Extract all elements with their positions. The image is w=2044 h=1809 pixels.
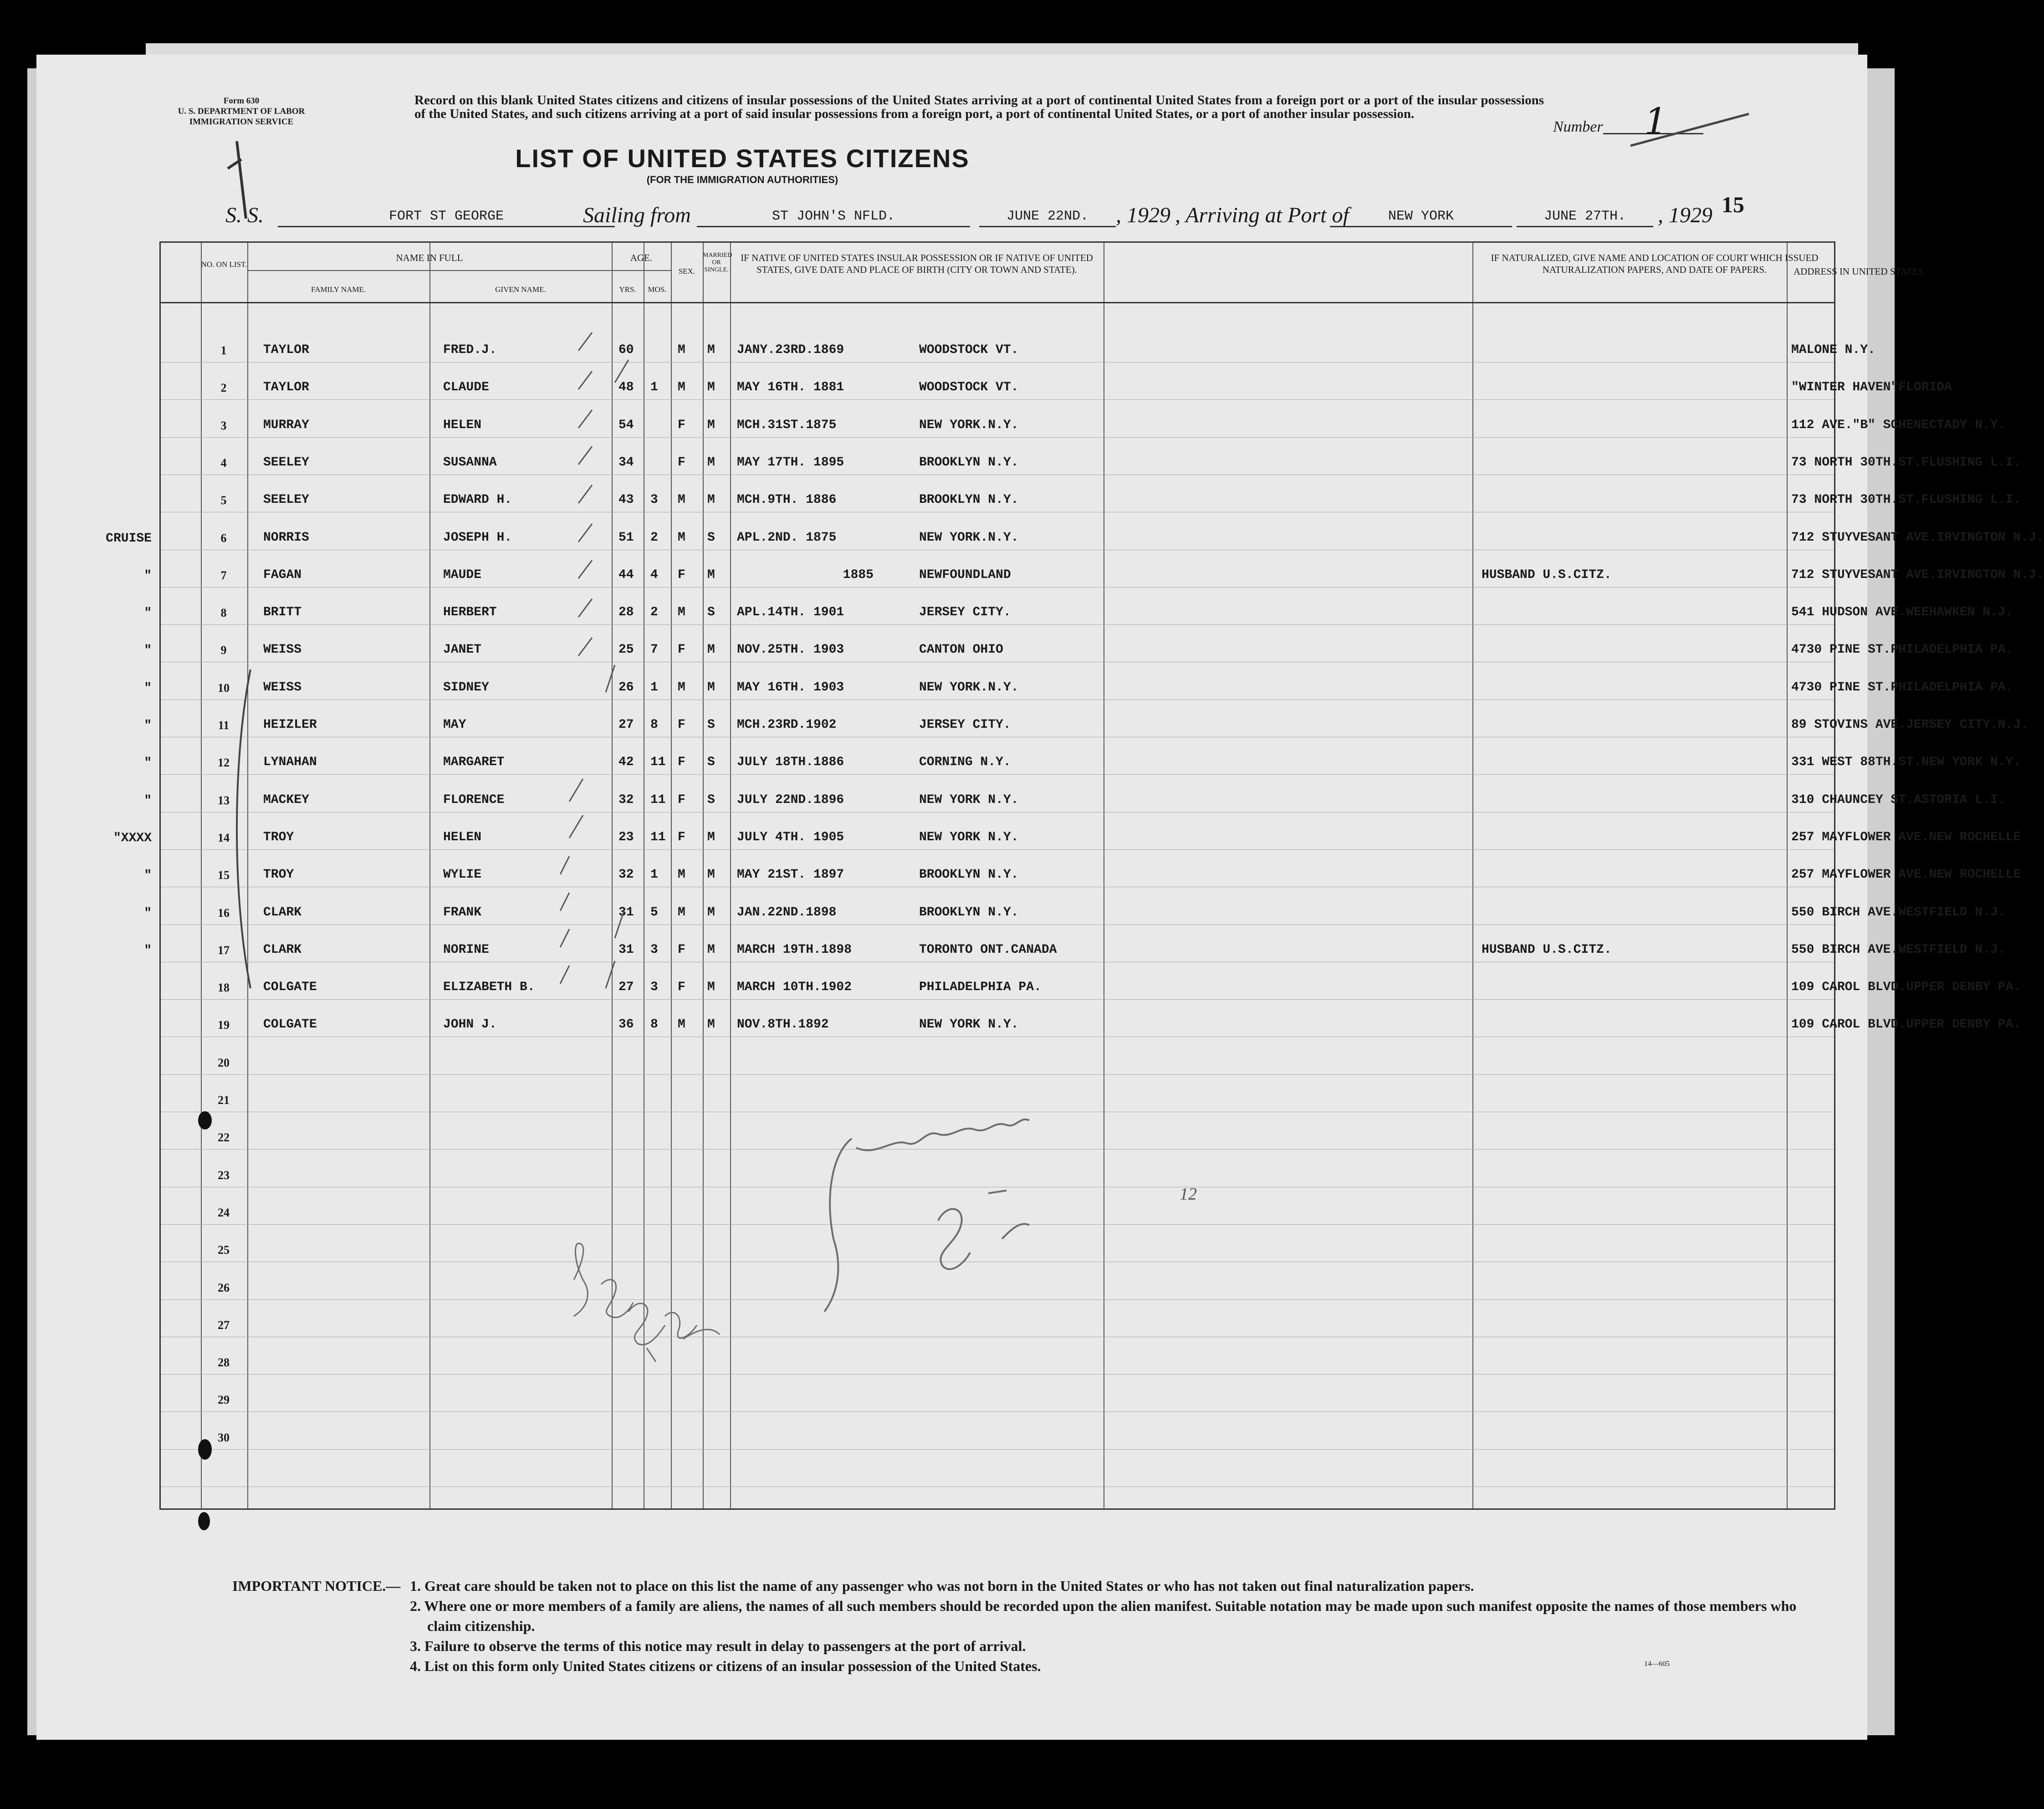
page-mark: [228, 141, 246, 219]
birth-place-cell: PHILADELPHIA PA.: [919, 980, 1042, 995]
family-name-cell: FAGAN: [263, 567, 302, 582]
sex-cell: F: [678, 980, 685, 995]
sex-cell: M: [678, 905, 685, 920]
page-title: LIST OF UNITED STATES CITIZENS: [515, 144, 970, 173]
birth-place-cell: BROOKLYN N.Y.: [919, 455, 1019, 470]
sex-cell: M: [678, 605, 685, 620]
row-number: 19: [218, 1018, 230, 1032]
punch-hole: [198, 1512, 210, 1530]
birth-date-cell: MAY 16TH. 1903: [737, 680, 844, 695]
marital-status-cell: M: [707, 493, 715, 507]
family-name-cell: SEELEY: [263, 493, 309, 507]
marital-status-cell: M: [707, 680, 715, 695]
age-months-cell: 11: [650, 792, 666, 807]
given-name-cell: JOSEPH H.: [443, 530, 512, 545]
preamble: Record on this blank United States citizens and citizens of insular possessions of the United States arriving at a port of continental United States from a foreign port or a port of the insular possessions of the United States, and such citizens arriving at a port of said insular possessions from a foreign port, a port of continental United States, or a port of another insular possession.: [414, 93, 1544, 121]
notice-item: 2. Where one or more members of a family are aliens, the names of all such members should be recorded upon the alien manifest. Suitable notation may be made upon such manifest opposite the names of those members who claim citizenship.: [410, 1598, 1797, 1634]
margin-note: ": [144, 606, 152, 621]
sex-cell: M: [678, 868, 685, 882]
margin-note: ": [144, 906, 152, 920]
pencil-notes: [574, 1243, 720, 1362]
given-name-cell: HELEN: [443, 418, 482, 432]
sex-cell: M: [678, 343, 685, 357]
header-age: AGE.: [630, 252, 653, 263]
family-name-cell: TAYLOR: [263, 380, 309, 395]
year-suffix: 9: [1160, 203, 1170, 227]
age-years-cell: 51: [618, 530, 634, 545]
age-years-cell: 60: [618, 343, 634, 357]
marital-status-cell: M: [707, 830, 715, 844]
margin-note: ": [144, 644, 152, 658]
sailing-from: ST JOHN'S NFLD.: [697, 209, 970, 227]
birth-date-cell: APL.14TH. 1901: [737, 605, 844, 620]
margin-note: ": [144, 719, 152, 733]
age-months-cell: 3: [650, 493, 658, 507]
given-name-cell: SIDNEY: [443, 680, 489, 695]
age-months-cell: 2: [650, 605, 658, 620]
birth-date-cell: MAY 21ST. 1897: [737, 868, 844, 882]
age-months-cell: 1: [650, 868, 658, 882]
address-cell: 109 CAROL BLVD.UPPER DENBY PA.: [1791, 980, 2021, 995]
age-months-cell: 11: [650, 755, 666, 770]
form-code: 14—605: [1644, 1660, 1670, 1668]
marital-status-cell: S: [707, 755, 715, 770]
sex-cell: F: [678, 792, 685, 807]
address-cell: 257 MAYFLOWER AVE.NEW ROCHELLE: [1791, 868, 2021, 882]
family-name-cell: HEIZLER: [263, 718, 317, 732]
age-months-cell: 5: [650, 905, 658, 920]
given-name-cell: HELEN: [443, 830, 482, 844]
sex-cell: F: [678, 830, 685, 844]
age-months-cell: 4: [650, 567, 658, 582]
sex-cell: F: [678, 942, 685, 957]
given-name-cell: JOHN J.: [443, 1017, 497, 1032]
birth-date-cell: NOV.8TH.1892: [737, 1017, 829, 1032]
marital-status-cell: M: [707, 868, 715, 882]
punch-hole: [198, 1439, 212, 1460]
marital-status-cell: S: [707, 718, 715, 732]
address-cell: 712 STUYVESANT AVE.IRVINGTON N.J.: [1791, 530, 2044, 545]
given-name-cell: HERBERT: [443, 605, 497, 620]
address-cell: 331 WEST 88TH.ST.NEW YORK N.Y.: [1791, 755, 2021, 770]
header-sex: SEX.: [678, 267, 695, 276]
sex-cell: M: [678, 530, 685, 545]
address-cell: "WINTER HAVEN"FLORIDA: [1791, 380, 1952, 395]
family-name-cell: NORRIS: [263, 530, 309, 545]
age-months-cell: 1: [650, 380, 658, 395]
age-months-cell: 8: [650, 718, 658, 732]
arrival-date: JUNE 27TH.: [1517, 209, 1653, 227]
row-number: 12: [218, 756, 230, 770]
marital-status-cell: M: [707, 980, 715, 995]
birth-place-cell: WOODSTOCK VT.: [919, 380, 1019, 395]
age-months-cell: 1: [650, 680, 658, 695]
given-name-cell: MARGARET: [443, 755, 505, 770]
birth-date-cell: JULY 18TH.1886: [737, 755, 844, 770]
header-yrs: YRS.: [619, 285, 636, 294]
age-months-cell: 3: [650, 942, 658, 957]
arriving-label: , Arriving at Port of: [1175, 203, 1349, 227]
birth-place-cell: CANTON OHIO: [919, 643, 1003, 657]
address-cell: 550 BIRCH AVE.WESTFIELD N.J.: [1791, 905, 2006, 920]
ship-name: FORT ST GEORGE: [278, 209, 615, 227]
age-years-cell: 25: [618, 643, 634, 657]
birth-place-cell: BROOKLYN N.Y.: [919, 493, 1019, 507]
marital-status-cell: S: [707, 530, 715, 545]
address-cell: 257 MAYFLOWER AVE.NEW ROCHELLE: [1791, 830, 2021, 844]
row-number: 6: [220, 531, 227, 545]
ss-label: S. S.: [225, 203, 264, 227]
age-years-cell: 48: [618, 380, 634, 395]
address-cell: 550 BIRCH AVE.WESTFIELD N.J.: [1791, 942, 2006, 957]
row-number: 16: [218, 906, 230, 920]
marital-status-cell: M: [707, 455, 715, 470]
arriving-port: NEW YORK: [1330, 209, 1512, 227]
pencil-signature: [824, 1119, 1029, 1312]
sex-cell: F: [678, 643, 685, 657]
page-subtitle: (FOR THE IMMIGRATION AUTHORITIES): [646, 174, 838, 185]
sailing-date: JUNE 22ND.: [979, 209, 1116, 227]
given-name-cell: CLAUDE: [443, 380, 489, 395]
row-number: 17: [218, 943, 230, 957]
notice-item: 4. List on this form only United States citizens or citizens of an insular possession of the United States.: [410, 1658, 1041, 1674]
address-cell: 89 STOVINS AVE.JERSEY CITY.N.J.: [1791, 718, 2029, 732]
age-years-cell: 44: [618, 567, 634, 582]
row-number: 14: [218, 831, 230, 844]
birth-date-cell: MCH.9TH. 1886: [737, 493, 837, 507]
age-years-cell: 32: [618, 868, 634, 882]
family-name-cell: BRITT: [263, 605, 302, 620]
birth-date-cell: APL.2ND. 1875: [737, 530, 837, 545]
family-name-cell: WEISS: [263, 680, 302, 695]
sex-cell: M: [678, 493, 685, 507]
header-given-name: GIVEN NAME.: [495, 285, 546, 294]
notice-items: [410, 1576, 1804, 1676]
marital-status-cell: M: [707, 643, 715, 657]
age-years-cell: 54: [618, 418, 634, 432]
marital-status-cell: S: [707, 792, 715, 807]
birth-date-cell: MAY 17TH. 1895: [737, 455, 844, 470]
header-address: ADDRESS IN UNITED STATES.: [1794, 266, 1926, 277]
birth-place-cell: NEW YORK.N.Y.: [919, 418, 1019, 432]
header-married-single: MARRIED OR SINGLE.: [703, 252, 732, 273]
birth-place-cell: JERSEY CITY.: [919, 605, 1011, 620]
birth-date-cell: MARCH 10TH.1902: [737, 980, 852, 995]
birth-place-cell: NEW YORK N.Y.: [919, 1017, 1019, 1032]
service: IMMIGRATION SERVICE: [189, 117, 294, 127]
department: U. S. DEPARTMENT OF LABOR: [178, 107, 305, 116]
number-label: Number: [1553, 118, 1603, 135]
form-number: Form 630: [223, 96, 260, 106]
age-years-cell: 23: [618, 830, 634, 844]
family-name-cell: CLARK: [263, 942, 302, 957]
address-cell: 712 STUYVESANT AVE.IRVINGTON N.J.: [1791, 567, 2044, 582]
row-number: 7: [220, 568, 227, 582]
row-number: 27: [218, 1318, 230, 1332]
marital-status-cell: M: [707, 343, 715, 357]
address-cell: MALONE N.Y.: [1791, 343, 1875, 357]
marital-status-cell: M: [707, 942, 715, 957]
address-cell: 109 CAROL BLVD.UPPER DENBY PA.: [1791, 1017, 2021, 1032]
family-name-cell: COLGATE: [263, 980, 317, 995]
age-months-cell: 2: [650, 530, 658, 545]
family-name-cell: WEISS: [263, 643, 302, 657]
row-number: 1: [220, 344, 227, 357]
sex-cell: F: [678, 567, 685, 582]
given-name-cell: FRANK: [443, 905, 482, 920]
sex-cell: F: [678, 418, 685, 432]
number-value: 1: [1644, 100, 1667, 143]
pencil-number: 12: [1180, 1185, 1197, 1204]
address-cell: 112 AVE."B" SCHENECTADY N.Y.: [1791, 418, 2006, 432]
marital-status-cell: M: [707, 567, 715, 582]
birth-date-cell: NOV.25TH. 1903: [737, 643, 844, 657]
notice-label: IMPORTANT NOTICE.—: [232, 1578, 401, 1594]
margin-note: CRUISE: [106, 531, 152, 546]
age-years-cell: 43: [618, 493, 634, 507]
row-number: 28: [218, 1356, 230, 1370]
given-name-cell: ELIZABETH B.: [443, 980, 535, 995]
sex-cell: F: [678, 455, 685, 470]
family-name-cell: LYNAHAN: [263, 755, 317, 770]
header-birth: IF NATIVE OF UNITED STATES INSULAR POSSESSION OR IF NATIVE OF UNITED STATES, GIVE DATE AND PLACE OF BIRTH (CITY OR TOWN AND STATE).: [741, 252, 1093, 275]
age-years-cell: 26: [618, 680, 634, 695]
notice-item: 1. Great care should be taken not to place on this list the name of any passenger who was not born in the United States or who has not taken out final naturalization papers.: [410, 1578, 1474, 1594]
notice-item: 3. Failure to observe the terms of this notice may result in delay to passengers at the port of arrival.: [410, 1638, 1026, 1654]
birth-date-cell: JULY 22ND.1896: [737, 792, 844, 807]
sailing-from-label: Sailing from: [583, 203, 691, 227]
family-name-cell: TROY: [263, 830, 294, 844]
birth-place-cell: NEW YORK N.Y.: [919, 792, 1019, 807]
row-number: 15: [218, 869, 230, 882]
marital-status-cell: M: [707, 1017, 715, 1032]
birth-place-cell: CORNING N.Y.: [919, 755, 1011, 770]
page-number: 15: [1722, 192, 1744, 217]
birth-date-cell: JULY 4TH. 1905: [737, 830, 844, 844]
row-number: 22: [218, 1131, 230, 1145]
row-number: 20: [218, 1056, 230, 1069]
age-months-cell: 11: [650, 830, 666, 844]
margin-note: ": [144, 869, 152, 883]
row-number: 26: [218, 1281, 230, 1294]
row-number: 2: [220, 381, 227, 395]
address-cell: 4730 PINE ST.PHILADELPHIA PA.: [1791, 680, 2013, 695]
age-years-cell: 32: [618, 792, 634, 807]
row-number: 3: [220, 419, 227, 432]
row-number: 4: [220, 456, 227, 470]
naturalization-cell: HUSBAND U.S.CITZ.: [1482, 942, 1612, 957]
birth-place-cell: NEW YORK.N.Y.: [919, 530, 1019, 545]
address-cell: 73 NORTH 30TH.ST.FLUSHING L.I.: [1791, 493, 2021, 507]
manifest-sheet: [36, 55, 2044, 1740]
birth-place-cell: NEW YORK.N.Y.: [919, 680, 1019, 695]
number-strike: [1630, 114, 1749, 146]
header-family-name: FAMILY NAME.: [311, 285, 366, 294]
given-name-cell: JANET: [443, 643, 482, 657]
age-months-cell: 7: [650, 643, 658, 657]
birth-place-cell: JERSEY CITY.: [919, 718, 1011, 732]
given-name-cell: SUSANNA: [443, 455, 497, 470]
year-suffix: 9: [1702, 203, 1712, 227]
marital-status-cell: M: [707, 418, 715, 432]
birth-date-cell: MAY 16TH. 1881: [737, 380, 844, 395]
given-name-cell: WYLIE: [443, 868, 482, 882]
age-months-cell: 3: [650, 980, 658, 995]
row-number: 13: [218, 793, 230, 807]
row-number: 24: [218, 1206, 230, 1219]
family-name-cell: COLGATE: [263, 1017, 317, 1032]
marital-status-cell: M: [707, 380, 715, 395]
family-name-cell: SEELEY: [263, 455, 309, 470]
age-years-cell: 34: [618, 455, 634, 470]
birth-place-cell: BROOKLYN N.Y.: [919, 905, 1019, 920]
birth-date-cell: JANY.23RD.1869: [737, 343, 844, 357]
given-name-cell: NORINE: [443, 942, 489, 957]
age-years-cell: 31: [618, 905, 634, 920]
family-name-cell: TROY: [263, 868, 294, 882]
age-years-cell: 27: [618, 980, 634, 995]
birth-place-cell: NEW YORK N.Y.: [919, 830, 1019, 844]
sex-cell: M: [678, 380, 685, 395]
row-number: 21: [218, 1094, 230, 1107]
birth-date-cell: MARCH 19TH.1898: [737, 942, 852, 957]
margin-note: ": [144, 756, 152, 771]
given-name-cell: FRED.J.: [443, 343, 497, 357]
year-prefix: , 192: [1658, 203, 1702, 227]
age-months-cell: 8: [650, 1017, 658, 1032]
birth-place-cell: TORONTO ONT.CANADA: [919, 942, 1057, 957]
margin-note: ": [144, 568, 152, 583]
birth-date-cell: JAN.22ND.1898: [737, 905, 837, 920]
margin-note: ": [144, 943, 152, 958]
row-number: 8: [220, 606, 227, 620]
check-marks: [560, 332, 629, 988]
birth-place-cell: NEWFOUNDLAND: [919, 567, 1011, 582]
age-years-cell: 42: [618, 755, 634, 770]
marital-status-cell: S: [707, 605, 715, 620]
row-number: 18: [218, 981, 230, 995]
handwriting-overlay: [36, 55, 1867, 1740]
margin-note: "XXXX: [113, 831, 152, 845]
family-name-cell: TAYLOR: [263, 343, 309, 357]
row-number: 9: [220, 644, 227, 657]
row-number: 30: [218, 1431, 230, 1444]
age-years-cell: 28: [618, 605, 634, 620]
given-name-cell: FLORENCE: [443, 792, 505, 807]
age-years-cell: 27: [618, 718, 634, 732]
row-number: 10: [218, 681, 230, 695]
row-number: 23: [218, 1168, 230, 1182]
sex-cell: M: [678, 680, 685, 695]
sex-cell: F: [678, 755, 685, 770]
row-number: 25: [218, 1243, 230, 1257]
given-name-cell: EDWARD H.: [443, 493, 512, 507]
birth-date-cell: MCH.31ST.1875: [737, 418, 837, 432]
row-number: 29: [218, 1393, 230, 1407]
header-mos: MOS.: [648, 285, 667, 294]
family-name-cell: MACKEY: [263, 792, 309, 807]
margin-note: ": [144, 793, 152, 808]
age-years-cell: 36: [618, 1017, 634, 1032]
address-cell: 4730 PINE ST.PHILADELPHIA PA.: [1791, 643, 2013, 657]
birth-place-cell: BROOKLYN N.Y.: [919, 868, 1019, 882]
sex-cell: F: [678, 718, 685, 732]
header-naturalized: IF NATURALIZED, GIVE NAME AND LOCATION OF COURT WHICH ISSUED NATURALIZATION PAPERS, AND DATE OF PAPERS.: [1491, 252, 1819, 275]
family-name-cell: CLARK: [263, 905, 302, 920]
address-cell: 73 NORTH 30TH.ST.FLUSHING L.I.: [1791, 455, 2021, 470]
given-name-cell: MAY: [443, 718, 466, 732]
margin-note: ": [144, 681, 152, 695]
marital-status-cell: M: [707, 905, 715, 920]
header-name-in-full: NAME IN FULL: [396, 252, 463, 263]
header-no-on-list: NO. ON LIST.: [201, 260, 247, 269]
row-number: 5: [220, 494, 227, 507]
address-cell: 310 CHAUNCEY ST.ASTORIA L.I.: [1791, 792, 2006, 807]
birth-date-cell: MCH.23RD.1902: [737, 718, 837, 732]
given-name-cell: MAUDE: [443, 567, 482, 582]
birth-place-cell: WOODSTOCK VT.: [919, 343, 1019, 357]
sex-cell: M: [678, 1017, 685, 1032]
year-prefix: , 192: [1116, 203, 1160, 227]
punch-hole: [198, 1111, 212, 1129]
naturalization-cell: HUSBAND U.S.CITZ.: [1482, 567, 1612, 582]
address-cell: 541 HUDSON AVE.WEEHAWKEN N.J.: [1791, 605, 2013, 620]
birth-date-cell: 1885: [843, 567, 874, 582]
row-number: 11: [218, 719, 230, 732]
margin-bracket: [237, 669, 250, 988]
age-years-cell: 31: [618, 942, 634, 957]
family-name-cell: MURRAY: [263, 418, 309, 432]
